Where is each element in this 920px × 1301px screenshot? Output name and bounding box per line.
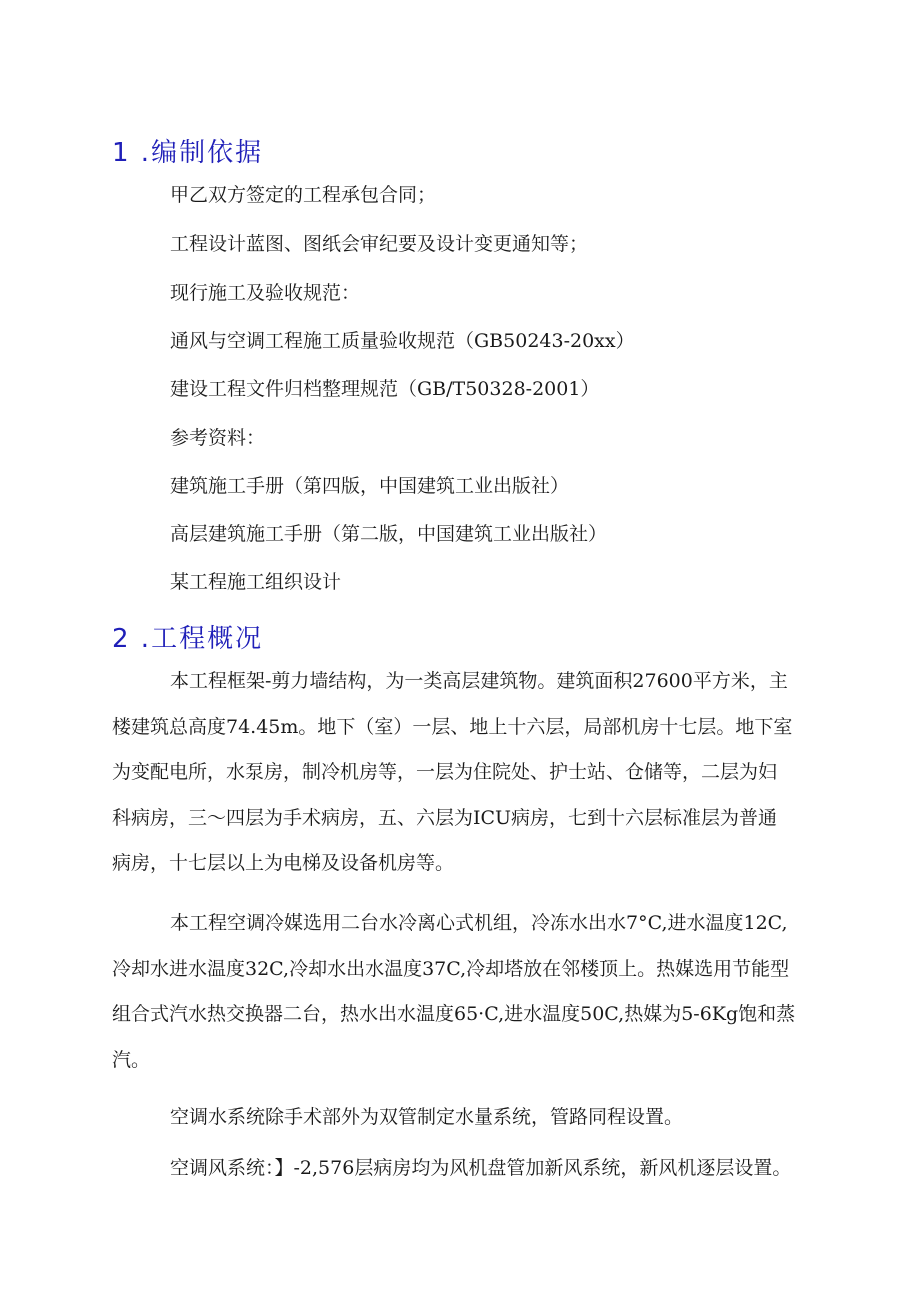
overview-paragraph-2 (112, 901, 824, 1083)
basis-line-1: 甲乙双方签定的工程承包合同； (170, 184, 437, 206)
basis-line-7: 建筑施工手册（第四版，中国建筑工业出版社） (170, 475, 570, 497)
overview-p1-line-1: 本工程框架-剪力墙结构，为一类高层建筑物。建筑面积27600平方米，主 (170, 670, 788, 692)
overview-line-water-system: 空调水系统除手术部外为双管制定水量系统，管路同程设置。 (170, 1106, 684, 1128)
overview-p2-line-3: 组合式汽水热交换器二台，热水出水温度65·C,进水温度50C,热媒为5-6Kg饱和蒸 (112, 1003, 796, 1025)
overview-p2-line-2: 冷却水进水温度32C,冷却水出水温度37C,冷却塔放在邻楼顶上。热媒选用节能型 (112, 957, 790, 980)
overview-p2-line-4: 汽。 (112, 1048, 151, 1071)
overview-p1-line-3: 为变配电所，水泵房，制冷机房等，一层为住院处、护士站、仓储等，二层为妇 (112, 761, 778, 783)
overview-p1-line-5: 病房，十七层以上为电梯及设备机房等。 (112, 852, 455, 874)
section-2-heading: 2 .工程概况 (112, 624, 264, 654)
basis-line-9: 某工程施工组织设计 (170, 571, 342, 593)
overview-paragraph-1 (112, 659, 824, 887)
basis-line-6: 参考资料： (170, 427, 266, 449)
basis-line-5: 建设工程文件归档整理规范（GB/T50328-2001） (170, 378, 600, 400)
basis-line-8: 高层建筑施工手册（第二版，中国建筑工业出版社） (170, 523, 608, 545)
basis-line-2: 工程设计蓝图、图纸会审纪要及设计变更通知等； (170, 233, 589, 255)
basis-line-3: 现行施工及验收规范： (170, 282, 361, 304)
overview-p2-line-1: 本工程空调冷媒选用二台水冷离心式机组，冷冻水出水7°C,进水温度12C, (170, 912, 788, 934)
section-1-heading: 1 .编制依据 (112, 138, 264, 168)
overview-line-air-system: 空调风系统：】-2,576层病房均为风机盘管加新风系统，新风机逐层设置。 (170, 1157, 792, 1179)
overview-p1-line-2: 楼建筑总高度74.45m。地下（室）一层、地上十六层，局部机房十七层。地下室 (112, 715, 793, 738)
basis-line-4: 通风与空调工程施工质量验收规范（GB50243-20xx） (170, 330, 635, 352)
overview-p1-line-4: 科病房，三～四层为手术病房，五、六层为ICU病房，七到十六层标准层为普通 (112, 806, 778, 829)
